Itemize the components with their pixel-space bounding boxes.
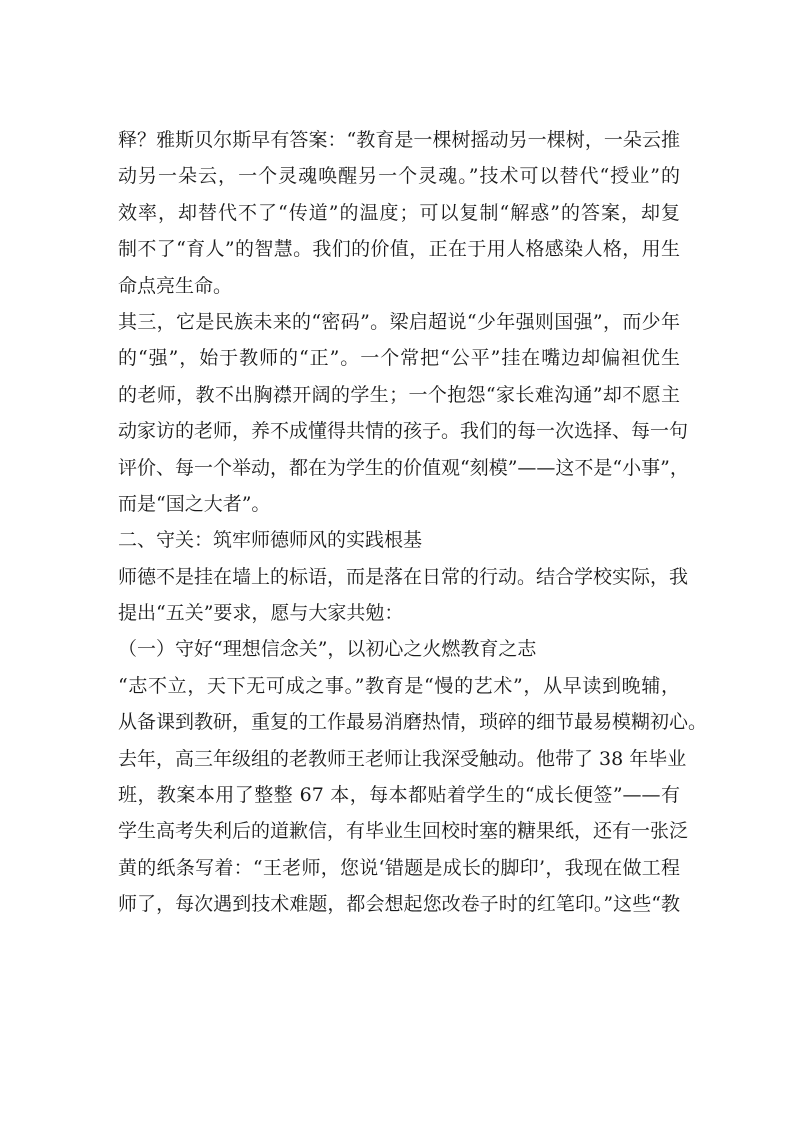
text-line: 动另一朵云，一个灵魂唤醒另一个灵魂。”技术可以替代“授业”的: [118, 165, 680, 188]
text-line: 师德不是挂在墙上的标语，而是落在日常的行动。结合学校实际，我: [118, 565, 689, 588]
subsection-heading: （一）守好“理想信念关”，以初心之火燃教育之志: [118, 638, 537, 661]
text-line: 去年，高三年级组的老教师王老师让我深受触动。他带了 38 年毕业: [118, 747, 687, 770]
text-line: “志不立，天下无可成之事。”教育是“慢的艺术”，从早读到晚辅，: [118, 674, 680, 697]
text-line: 黄的纸条写着：“王老师，您说‘错题是成长的脚印’，我现在做工程: [118, 856, 680, 879]
section-heading: 二、守关：筑牢师德师风的实践根基: [118, 529, 423, 552]
text-line: 其三，它是民族未来的“密码”。梁启超说“少年强则国强”，而少年: [118, 310, 680, 333]
text-line: 学生高考失利后的道歉信，有毕业生回校时塞的糖果纸，还有一张泛: [118, 820, 689, 843]
text-line: 班，教案本用了整整 67 本，每本都贴着学生的“成长便签”——有: [118, 784, 680, 807]
text-line: 而是“国之大者”。: [118, 492, 271, 515]
document-body: [118, 122, 708, 923]
text-line: 释？雅斯贝尔斯早有答案：“教育是一棵树摇动另一棵树，一朵云推: [118, 129, 680, 151]
text-line: 动家访的老师，养不成懂得共情的孩子。我们的每一次选择、每一句: [118, 420, 689, 443]
text-line: 的老师，教不出胸襟开阔的学生；一个抱怨“家长难沟通”却不愿主: [118, 383, 680, 406]
text-line: 的“强”，始于教师的“正”。一个常把“公平”挂在嘴边却偏袒优生: [118, 347, 680, 370]
text-line: 从备课到教研，重复的工作最易消磨热情，琐碎的细节最易模糊初心。: [118, 711, 708, 734]
text-line: 命点亮生命。: [118, 274, 233, 297]
text-line: 评价、每一个举动，都在为学生的价值观“刻模”——这不是“小事”，: [118, 456, 689, 479]
text-line: 提出“五关”要求，愿与大家共勉：: [118, 602, 404, 625]
text-line: 制不了“育人”的智慧。我们的价值，正在于用人格感染人格，用生: [118, 238, 680, 261]
text-line: 师了，每次遇到技术难题，都会想起您改卷子时的红笔印。”这些“教: [118, 893, 680, 916]
text-line: 效率，却替代不了“传道”的温度；可以复制“解惑”的答案，却复: [118, 201, 680, 224]
